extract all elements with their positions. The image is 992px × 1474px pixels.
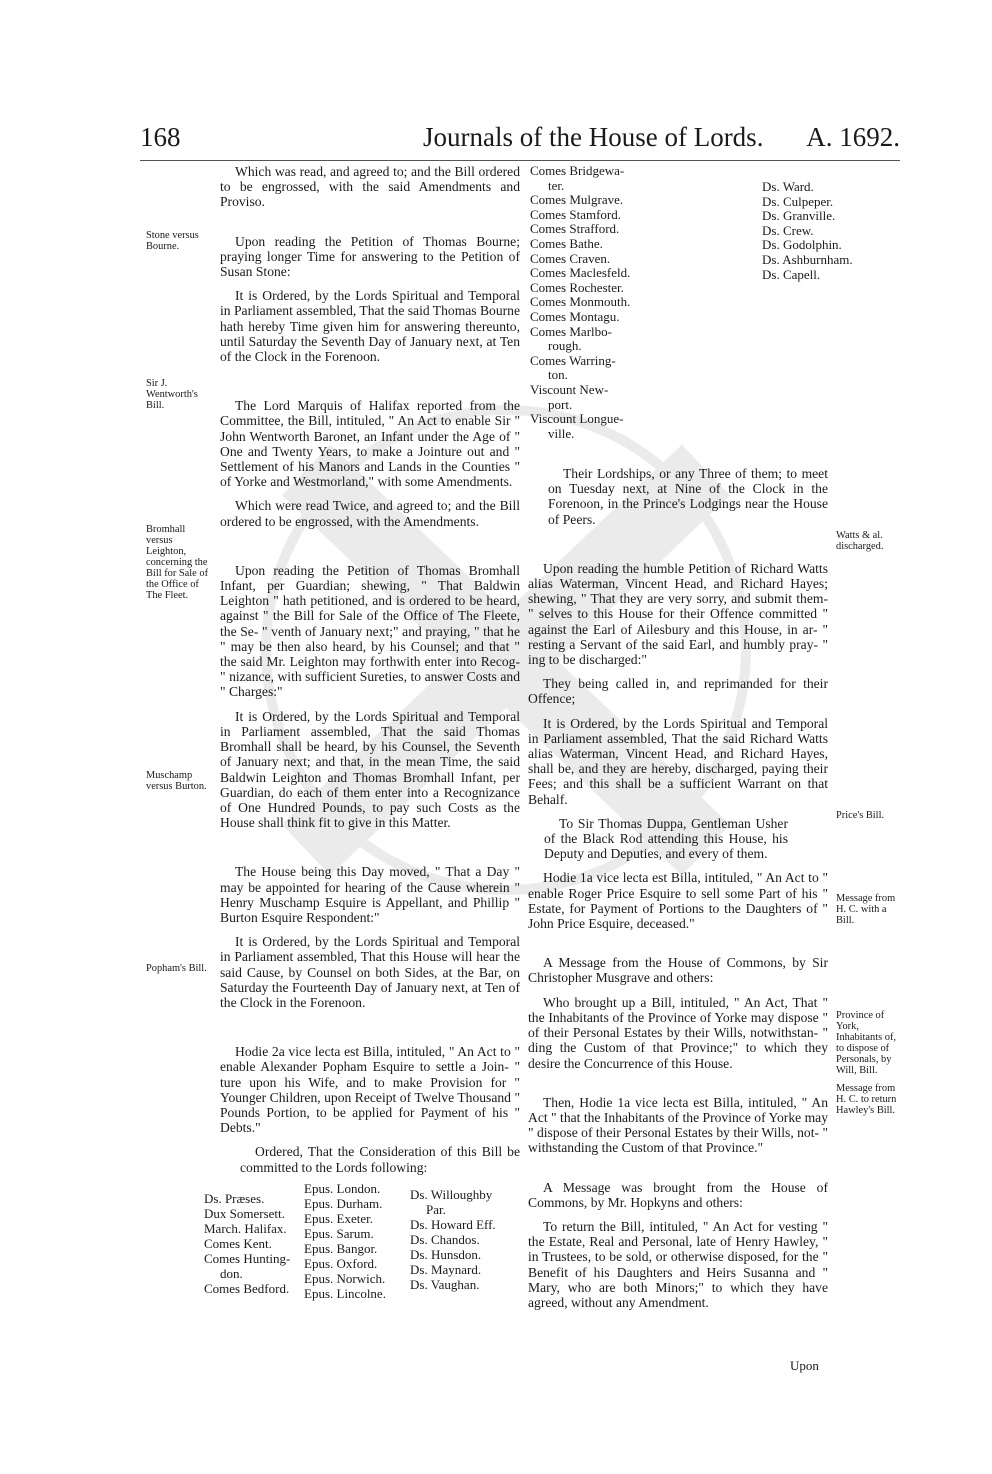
paragraph: Which were read Twice, and agreed to; and the Bill ordered to be engrossed, with the Amendments. <box>220 498 520 529</box>
lord-entry: Comes Warring- <box>530 352 616 368</box>
lord-entry: Epus. Durham. <box>304 1195 383 1211</box>
paragraph: A Message from the House of Commons, by Sir Christopher Musgrave and others: <box>528 955 828 986</box>
lord-entry: Comes Kent. <box>204 1235 272 1251</box>
lord-entry: ton. <box>548 367 568 383</box>
paragraph: The House being this Day moved, " That a Day " may be appointed for hearing of the Cause wherein " Henry Muschamp Esquire is Appellant, and Phillip " Burton Esquire Respondent:" <box>220 864 520 925</box>
paragraph: The Lord Marquis of Halifax reported from the Committee, the Bill, intituled, " An Act to enable Sir " John Wentworth Baronet, an Infant under the Age of " One and Twenty Years, to make a Jointure out and " Settlement of his Manors and Lands in the Counties " of Yorke and Westmorland," with some Amendments. <box>220 398 520 490</box>
lord-entry: Ds. Vaughan. <box>410 1276 480 1292</box>
paragraph: They being called in, and reprimanded for their Offence; <box>528 676 828 707</box>
lord-entry: Comes Monmouth. <box>530 294 631 310</box>
paragraph: Who brought up a Bill, intituled, " An Act, That " the Inhabitants of the Province of Yorke may dispose " of their Personal Estates by their Wills, notwithstan- " ding the Custom of that Province;" to which they desire the Concurrence of this House. <box>528 994 828 1071</box>
paragraph: It is Ordered, by the Lords Spiritual and Temporal in Parliament assembled, That the said Thomas Bourne hath hereby Time given him for answering thereunto, until Saturday the Seventh Day of January next, at Ten of the Clock in the Forenoon. <box>220 288 521 365</box>
lord-entry: Epus. Bangor. <box>304 1240 378 1256</box>
margin-note-hawley: Message from H. C. to return Hawley's Bill. <box>836 1083 897 1116</box>
margin-note-price: Price's Bill. <box>836 810 885 821</box>
page-year: A. 1692. <box>806 122 900 152</box>
paragraph: Their Lordships, or any Three of them; to meet on Tuesday next, at Nine of the Clock in the Forenoon, in the Prince's Lodgings near the House of Peers. <box>548 466 828 527</box>
paragraph: Then, Hodie 1a vice lecta est Billa, intituled, " An Act " that the Inhabitants of the Province of Yorke may " dispose of their Personal Estates by their Wills, not- " withstanding the Custom of that Province." <box>528 1094 828 1156</box>
committee-col-3 <box>410 1187 520 1292</box>
lord-entry: Ds. Crew. <box>762 222 814 238</box>
lord-entry: Ds. Maynard. <box>410 1261 482 1277</box>
lord-entry: Comes Bathe. <box>530 235 603 251</box>
lord-entry: Comes Bedford. <box>204 1280 290 1296</box>
committee-col-1 <box>204 1191 299 1296</box>
lord-entry: Epus. Norwich. <box>304 1270 386 1286</box>
lord-entry: Comes Stamford. <box>530 206 621 222</box>
lord-entry: Comes Craven. <box>530 250 611 266</box>
lord-entry: Viscount Longue- <box>530 411 624 427</box>
lord-entry: Ds. Hunsdon. <box>410 1246 482 1262</box>
paragraph: It is Ordered, by the Lords Spiritual and Temporal in Parliament assembled, That the said Thomas Bromhall shall be heard, by his Counsel, the Seventh of January next; and that, in the mean Time, the said Baldwin Leighton and Thomas Bromhall Infant, per Guardian, do each of them enter into a Recognizance of One Hundred Pounds, to pay such Costs as the House shall think fit to give in this Matter. <box>220 708 520 831</box>
lord-entry: Comes Mulgrave. <box>530 192 624 208</box>
lord-entry: Ds. Præses. <box>204 1190 265 1206</box>
page-title: Journals of the House of Lords. <box>423 122 764 152</box>
lord-entry: Epus. Oxford. <box>304 1255 378 1271</box>
paragraph: Upon reading the Petition of Thomas Bourne; praying longer Time for answering to the Petition of Susan Stone: <box>220 233 520 280</box>
lord-entry: Dux Somersett. <box>204 1205 285 1221</box>
left-column <box>204 164 521 1301</box>
paragraph: Which was read, and agreed to; and the Bill ordered to be engrossed, with the said Amendments and Proviso. <box>220 164 520 210</box>
lord-entry: Epus. London. <box>304 1180 381 1196</box>
margin-note-bromhall: Bromhall versus Leighton, concerning the Bill for Sale of the Office of The Fleet. <box>146 524 209 601</box>
lord-entry: Viscount New- <box>530 381 609 397</box>
margin-note-muschamp: Muschamp versus Burton. <box>146 770 207 792</box>
lord-entry: Ds. Ashburnham. <box>762 251 853 267</box>
lord-entry: Comes Strafford. <box>530 221 620 237</box>
lords-list-continued <box>528 163 853 464</box>
lord-entry: Ds. Chandos. <box>410 1231 480 1247</box>
margin-note-watts: Watts & al. discharged. <box>836 530 884 552</box>
lords-col-1 <box>530 164 640 441</box>
lord-entry: Comes Montagu. <box>530 308 620 324</box>
lord-entry: Ds. Ward. <box>762 179 814 194</box>
margin-note-stone: Stone versus Bourne. <box>146 230 199 252</box>
paragraph: Hodie 1a vice lecta est Billa, intituled, " An Act to " enable Roger Price Esquire to sell some Part of his " Estate, for Payment of Portions to the Daughters of " John Price Esquire, deceased." <box>528 870 828 932</box>
lord-entry: Comes Rochester. <box>530 279 624 295</box>
paragraph: To return the Bill, intituled, " An Act for vesting " the Estate, Real and Personal, late of Henry Hawley, " in Trustees, to be sold, or otherwise disposed, for the " Benefit of his Daughters and Heirs Susanna and " Mary, who are both Minors;" to which they have agreed, without any Amendment. <box>528 1218 828 1310</box>
committee-col-2 <box>304 1181 404 1301</box>
lord-entry: rough. <box>548 338 582 354</box>
lord-entry: Ds. Willoughby <box>410 1186 493 1202</box>
lord-entry: March. Halifax. <box>204 1220 287 1236</box>
paragraph: Upon reading the humble Petition of Richard Watts alias Waterman, Vincent Head, and Richard Hayes; shewing, " That they are very sorry, and submit them- " selves to this House for their Offence committed " against the Earl of Ailesbury and this House, in ar- " resting a Servant of the said Earl, and humbly pray- " ing to be discharged:" <box>528 560 828 668</box>
lord-entry: Ds. Capell. <box>762 266 821 282</box>
warrant-address: To Sir Thomas Duppa, Gentleman Usher of the Black Rod attending this House, his Deputy and Deputies, and every of them. <box>544 815 788 862</box>
lord-entry: ville. <box>548 425 575 441</box>
lord-entry: ter. <box>548 177 565 193</box>
lord-entry: Epus. Lincolne. <box>304 1285 386 1301</box>
margin-note-message-commons: Message from H. C. with a Bill. <box>836 893 896 926</box>
lord-entry: Par. <box>426 1201 446 1217</box>
lord-entry: Ds. Granville. <box>762 208 836 224</box>
paragraph: Hodie 2a vice lecta est Billa, intituled, " An Act to " enable Alexander Popham Esquire to settle a Join- " ture upon his Wife, and to make Provision for " Younger Children, upon Receipt of Twelve Thousand " Pounds Portion, to be applied for Payment of his " Debts." <box>220 1044 520 1136</box>
lord-entry: Ds. Godolphin. <box>762 237 842 253</box>
lord-entry: Epus. Exeter. <box>304 1210 373 1226</box>
lord-entry: port. <box>548 396 573 412</box>
page-number: 168 <box>140 122 181 152</box>
margin-note-york: Province of York, Inhabitants of, to dispose of Personals, by Will, Bill. <box>836 1010 897 1076</box>
page-header <box>140 122 900 162</box>
header-rule <box>140 160 900 161</box>
lord-entry: Epus. Sarum. <box>304 1225 374 1241</box>
paragraph: Upon reading the Petition of Thomas Bromhall Infant, per Guardian; shewing, " That Baldwin Leighton " hath petitioned, and is ordered to be heard, against " the Bill for Sale of the Office of The Fleete, the Se- " venth of January next;" and praying, " that he " may be then also heard, by his Counsel; and that " the said Mr. Leighton may forthwith enter into Recog- " nizance, with sufficient Sureties, to answer Costs and " Charges:" <box>220 562 520 700</box>
lord-entry: Ds. Howard Eff. <box>410 1216 496 1232</box>
lord-entry: Ds. Culpeper. <box>762 193 834 209</box>
paragraph: It is Ordered, by the Lords Spiritual and Temporal in Parliament assembled, That this House will hear the said Cause, by Counsel on both Sides, at the Bar, on Saturday the Fourteenth Day of January next, at Ten of the Clock in the Forenoon. <box>220 934 520 1010</box>
lords-col-2 <box>762 180 882 282</box>
paragraph: A Message was brought from the House of Commons, by Mr. Hopkyns and others: <box>528 1179 828 1210</box>
catchword: Upon <box>790 1358 819 1373</box>
lord-entry: Comes Bridgewa- <box>530 163 625 178</box>
paragraph: It is Ordered, by the Lords Spiritual and Temporal in Parliament assembled, That the said Richard Watts alias Waterman, Vincent Head, and Richard Hayes, shall be, and they are hereby, discharged, paying their Fees; and this shall be a sufficient Warrant on that Behalf. <box>528 715 828 807</box>
lord-entry: Comes Marlbo- <box>530 323 612 339</box>
paragraph: Ordered, That the Consideration of this Bill be committed to the Lords following: <box>240 1144 520 1175</box>
committee-list <box>204 1180 520 1301</box>
lord-entry: Comes Maclesfeld. <box>530 265 631 281</box>
right-column <box>528 163 853 1310</box>
margin-note-wentworth: Sir J. Wentworth's Bill. <box>146 378 198 411</box>
lord-entry: Comes Hunting- <box>204 1250 291 1266</box>
margin-note-popham: Popham's Bill. <box>146 963 207 974</box>
lord-entry: don. <box>220 1265 243 1281</box>
